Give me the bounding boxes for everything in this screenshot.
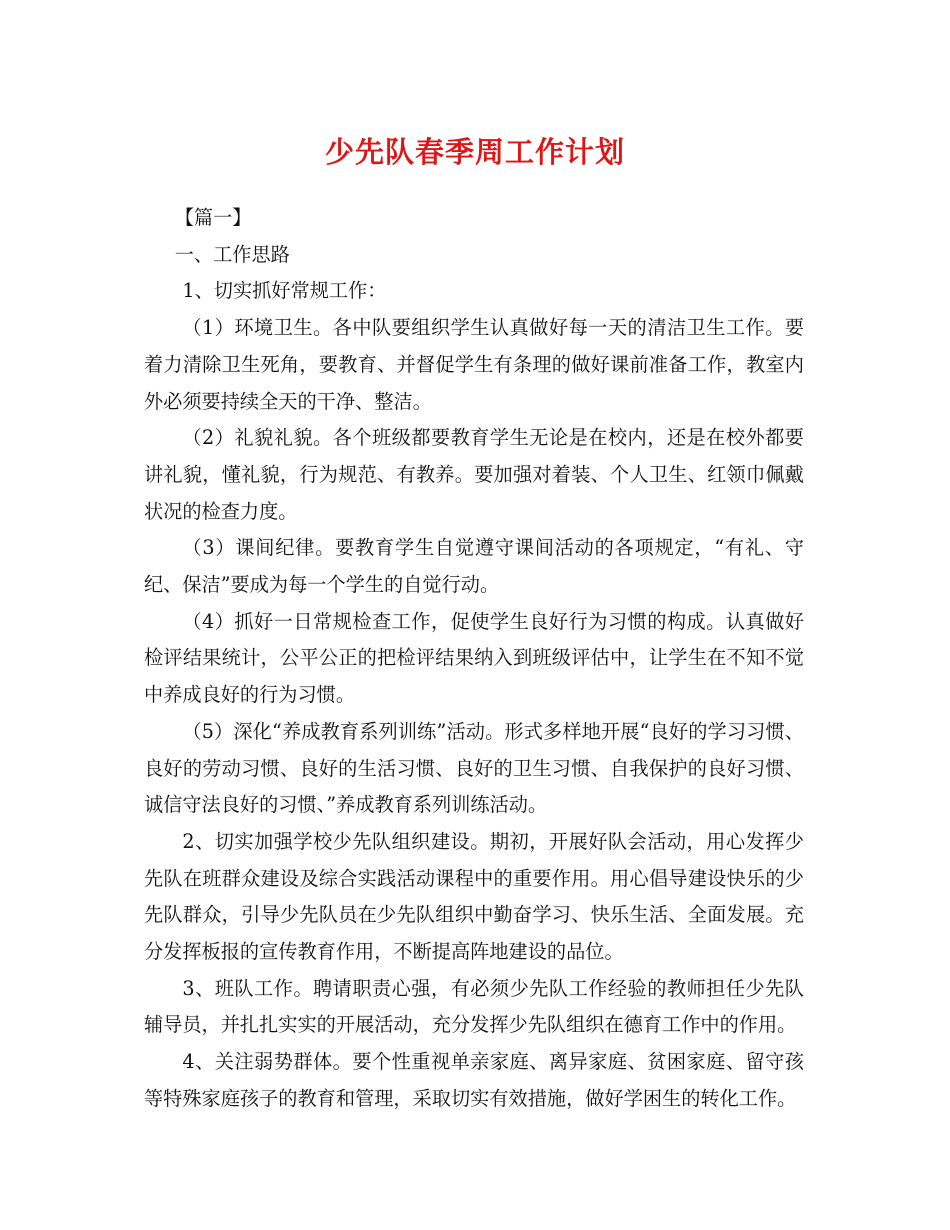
paragraph-courtesy: （2）礼貌礼貌。各个班级都要教育学生无论是在校内，还是在校外都要讲礼貌，懂礼貌，行为规范、有教养。要加强对着装、个人卫生、红领巾佩戴状况的检查力度。: [144, 426, 804, 523]
paragraph-class-team-work: 3、班队工作。聘请职责心强，有必须少先队工作经验的教师担任少先队辅导员，并扎扎实实的开展活动，充分发挥少先队组织在德育工作中的作用。: [144, 976, 804, 1037]
paragraph-organization-building: 2、切实加强学校少先队组织建设。期初，开展好队会活动，用心发挥少先队在班群众建设及综合实践活动课程中的重要作用。用心倡导建设快乐的少先队群众，引导少先队员在少先队组织中勤奋学习、快乐生活、全面发展。充分发挥板报的宣传教育作用，不断提高阵地建设的品位。: [144, 829, 804, 964]
paragraph-environment-hygiene: （1）环境卫生。各中队要组织学生认真做好每一天的清洁卫生工作。要着力清除卫生死角，要教育、并督促学生有条理的做好课前准备工作，教室内外必须要持续全天的干净、整洁。: [144, 316, 804, 413]
section-marker: 【篇一】: [174, 206, 252, 229]
document-body: [144, 200, 804, 1118]
section-heading-work-approach: 一、工作思路: [174, 242, 290, 266]
subheading-routine-work: 1、切实抓好常规工作：: [182, 279, 387, 303]
document-title: 少先队春季周工作计划: [324, 135, 625, 169]
paragraph-vulnerable-groups: 4、关注弱势群体。要个性重视单亲家庭、离异家庭、贫困家庭、留守孩等特殊家庭孩子的教育和管理，采取切实有效措施，做好学困生的转化工作。: [144, 1050, 804, 1110]
paragraph-habit-training: （5）深化“养成教育系列训练”活动。形式多样地开展“良好的学习习惯、良好的劳动习惯、良好的生活习惯、良好的卫生习惯、自我保护的良好习惯、诚信守法良好的习惯、”养成教育系列训练活动。: [144, 719, 804, 817]
paragraph-daily-inspection: （4）抓好一日常规检查工作，促使学生良好行为习惯的构成。认真做好检评结果统计，公平公正的把检评结果纳入到班级评估中，让学生在不知不觉中养成良好的行为习惯。: [144, 609, 804, 707]
paragraph-recess-discipline: （3）课间纪律。要教育学生自觉遵守课间活动的各项规定，“有礼、守纪、保洁”要成为每一个学生的自觉行动。: [144, 536, 804, 597]
